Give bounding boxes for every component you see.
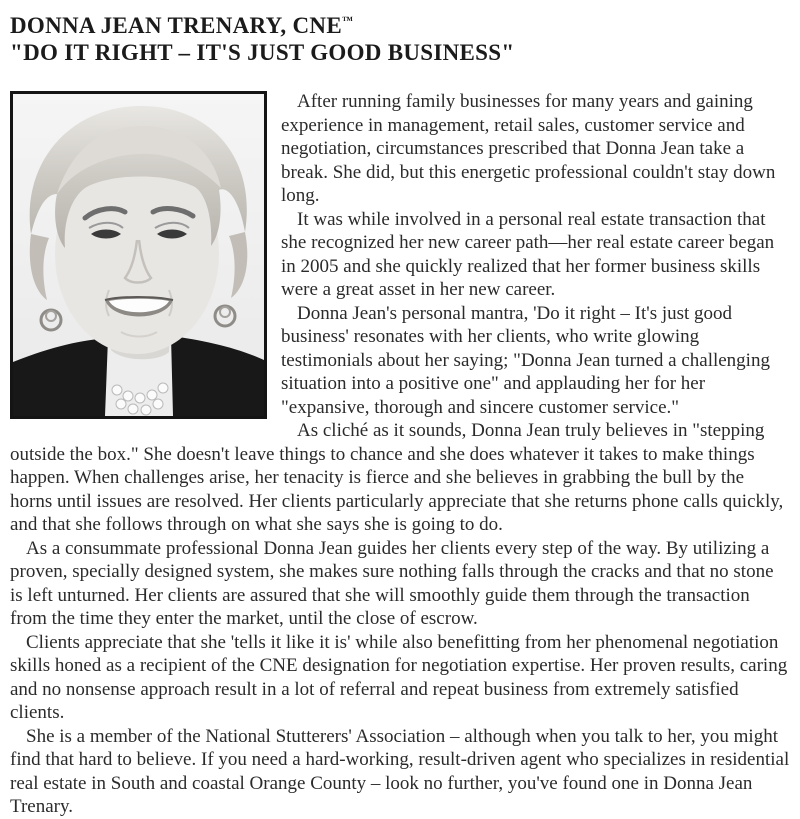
doc-header <box>10 8 790 66</box>
paragraph: Clients appreciate that she 'tells it like it is' while also benefitting from her phenomenal negotiation skills honed as a recipient of the CNE designation for negotiation expertise. Her proven results, caring and no nonsense approach result in a lot of referral and repeat business from extremely satisfied clients. <box>10 631 788 723</box>
paragraph: She is a member of the National Stutterers' Association – although when you talk to her, you might find that hard to believe. If you need a hard-working, result-driven agent who specializes in residential real estate in South and coastal Orange County – look no further, you've found one in Donna Jean Trenary. <box>10 725 790 817</box>
title-text: DONNA JEAN TRENARY, CNE <box>10 13 342 38</box>
page-subtitle: "DO IT RIGHT – IT'S JUST GOOD BUSINESS" <box>10 40 515 65</box>
paragraph: After running family businesses for many years and gaining experience in management, retail sales, customer service and negotiation, circumstances prescribed that Donna Jean take a break. She did, but this energetic professional couldn't stay down long. <box>281 91 776 206</box>
portrait-photo <box>13 94 264 416</box>
paragraph: It was while involved in a personal real estate transaction that she recognized her new career path—her real estate career began in 2005 and she quickly realized that her former business skills were a great asset in her new career. <box>281 208 775 300</box>
paragraph: Donna Jean's personal mantra, 'Do it right – It's just good business' resonates with her clients, who write glowing testimonials about her saying; "Donna Jean turned a challenging situation into a positive one" and applauding her for her "expansive, thorough and sincere customer service." <box>281 302 770 418</box>
paragraph: As a consummate professional Donna Jean guides her clients every step of the way. By utilizing a proven, specially designed system, she makes sure nothing falls through the cracks and that no stone is left unturned. Her clients are assured that she will smoothly guide them through the transaction from the time they enter the market, until the close of escrow. <box>10 537 774 629</box>
paragraph: As cliché as it sounds, Donna Jean truly believes in "stepping outside the box." She doesn't leave things to chance and she does whatever it takes to make things happen. When challenges arise, her tenacity is fierce and she believes in grabbing the bull by the horns until issues are resolved. Her clients particularly appreciate that she returns phone calls quickly, and that she follows through on what she says she is going to do. <box>10 420 784 535</box>
trademark-symbol: ™ <box>341 15 353 27</box>
page-title <box>10 8 790 39</box>
portrait-photo-frame <box>10 91 267 419</box>
